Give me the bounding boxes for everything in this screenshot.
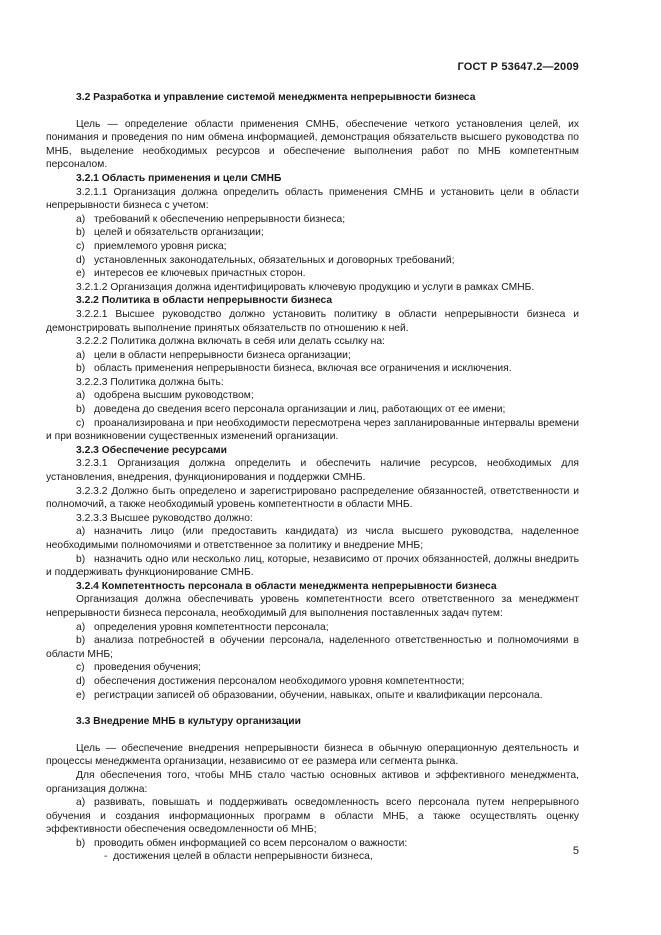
list-item: b) проводить обмен информацией со всем персоналом о важности: [76,837,408,849]
list-item: b) целей и обязательств организации; [76,227,264,239]
list-item: a) одобрена высшим руководством; [76,390,254,402]
dash-list-item: - достижения целей в области непрерывности бизнеса, [104,851,373,863]
list-item: a) требований к обеспечению непрерывности бизнеса; [76,213,346,225]
list-item: c) проанализирована и при необходимости пересмотрена через запланированные интервалы времени и при возникновении существенных изменений организации. [46,417,579,443]
section-3-3-intro: Цель — обеспечение внедрения непрерывности бизнеса в обычную операционную деятельность и процессы менеджмента организации, независимо от ее размера или сегмента рынка. [46,742,579,768]
section-3-3-paragraph: Для обеспечения того, чтобы МНБ стало частью основных активов и эффективного менеджмента, организация должна: [46,769,579,795]
paragraph-3-2-1-1: 3.2.1.1 Организация должна определить область применения СМНБ и установить цели в области непрерывности бизнеса с учетом: [46,186,579,212]
list-3-3 [46,796,579,864]
paragraph-3-2-2-3: 3.2.2.3 Политика должна быть: [76,376,224,388]
paragraph-3-2-4: Организация должна обеспечивать уровень компетентности всего ответственного за менеджмент непрерывности бизнеса персонала, необходимый для выполнения поставленных задач путем: [46,594,579,619]
section-3-2-1-heading: 3.2.1 Область применения и цели СМНБ [76,172,282,184]
section-3-2-3-heading: 3.2.3 Обеспечение ресурсами [76,444,227,456]
paragraph-3-2-1-2: 3.2.1.2 Организация должна идентифицировать ключевую продукцию и услуги в рамках СМНБ. [76,281,535,293]
list-item: b) область применения непрерывности бизнеса, включая все ограничения и исключения. [76,363,512,375]
paragraph-3-2-2-1: 3.2.2.1 Высшее руководство должно установить политику в области непрерывности бизнеса и демонстрировать выполнение принятых обязательств по отношению к ней. [46,308,579,334]
list-3-2-2-3 [46,389,579,443]
list-item: a) развивать, повышать и поддерживать осведомленность всего персонала путем непрерывного обучения и создания информационных программ в области МНБ, а также осуществлять оценку эффективности обеспечения осведомленности об МНБ; [46,797,579,836]
list-3-2-4 [46,621,579,703]
section-3-2-intro: Цель — определение области применения СМНБ, обеспечение четкого установления целей, их понимания и проведения по ним обмена информацией, демонстрация обязательств высшего руководства по МНБ, выделение необходимых ресурсов и обеспечение выполнения работ по МНБ компетентным персоналом. [46,118,579,171]
list-item: e) регистрации записей об образовании, обучении, навыках, опыте и квалификации персонала. [76,689,543,701]
list-item: b) анализа потребностей в обучении персонала, наделенного ответственностью и полномочиями в области МНБ; [46,635,579,660]
page-content [46,91,579,864]
list-item: c) приемлемого уровня риска; [76,240,227,252]
list-item: a) определения уровня компетентности персонала; [76,621,329,633]
list-item: b) назначить одно или несколько лиц, которые, независимо от прочих обязанностей, должны внедрить и поддерживать функционирование СМНБ. [46,553,579,579]
paragraph-3-2-3-3: 3.2.3.3 Высшее руководство должно: [76,512,253,524]
list-item: e) интересов ее ключевых причастных сторон. [76,268,306,280]
list-item: c) проведения обучения; [76,662,202,674]
list-item: d) установленных законодательных, обязательных и договорных требований; [76,254,455,266]
list-3-2-3-3 [46,525,579,579]
page-number: 5 [572,845,579,857]
standard-header: ГОСТ Р 53647.2—2009 [457,61,579,73]
list-item: b) доведена до сведения всего персонала организации и лиц, работающих от ее имени; [76,404,506,416]
list-3-2-1-1 [46,213,579,281]
section-3-3-heading: 3.3 Внедрение МНБ в культуру организации [76,716,301,728]
paragraph-3-2-2-2: 3.2.2.2 Политика должна включать в себя или делать ссылку на: [76,336,385,348]
section-3-2-2-heading: 3.2.2 Политика в области непрерывности бизнеса [76,295,333,307]
section-3-2-4-heading: 3.2.4 Компетентность персонала в области менеджмента непрерывности бизнеса [76,580,497,592]
paragraph-3-2-3-2: 3.2.3.2 Должно быть определено и зарегистрировано распределение обязанностей, ответственности и полномочий, а также необходимый уровень компетентности в области МНБ. [46,485,579,511]
list-item: a) назначить лицо (или предоставить кандидата) из числа высшего руководства, наделенное необходимыми полномочиями и ответственное за политику и внедрение МНБ; [46,526,579,551]
paragraph-3-2-3-1: 3.2.3.1 Организация должна определить и обеспечить наличие ресурсов, необходимых для установления, внедрения, функционирования и поддержки СМНБ. [46,458,579,484]
list-item: d) обеспечения достижения персоналом необходимого уровня компетентности; [76,675,465,687]
list-3-2-2-2 [46,349,579,376]
list-item: a) цели в области непрерывности бизнеса организации; [76,349,351,361]
section-3-2-heading: 3.2 Разработка и управление системой менеджмента непрерывности бизнеса [76,92,476,103]
